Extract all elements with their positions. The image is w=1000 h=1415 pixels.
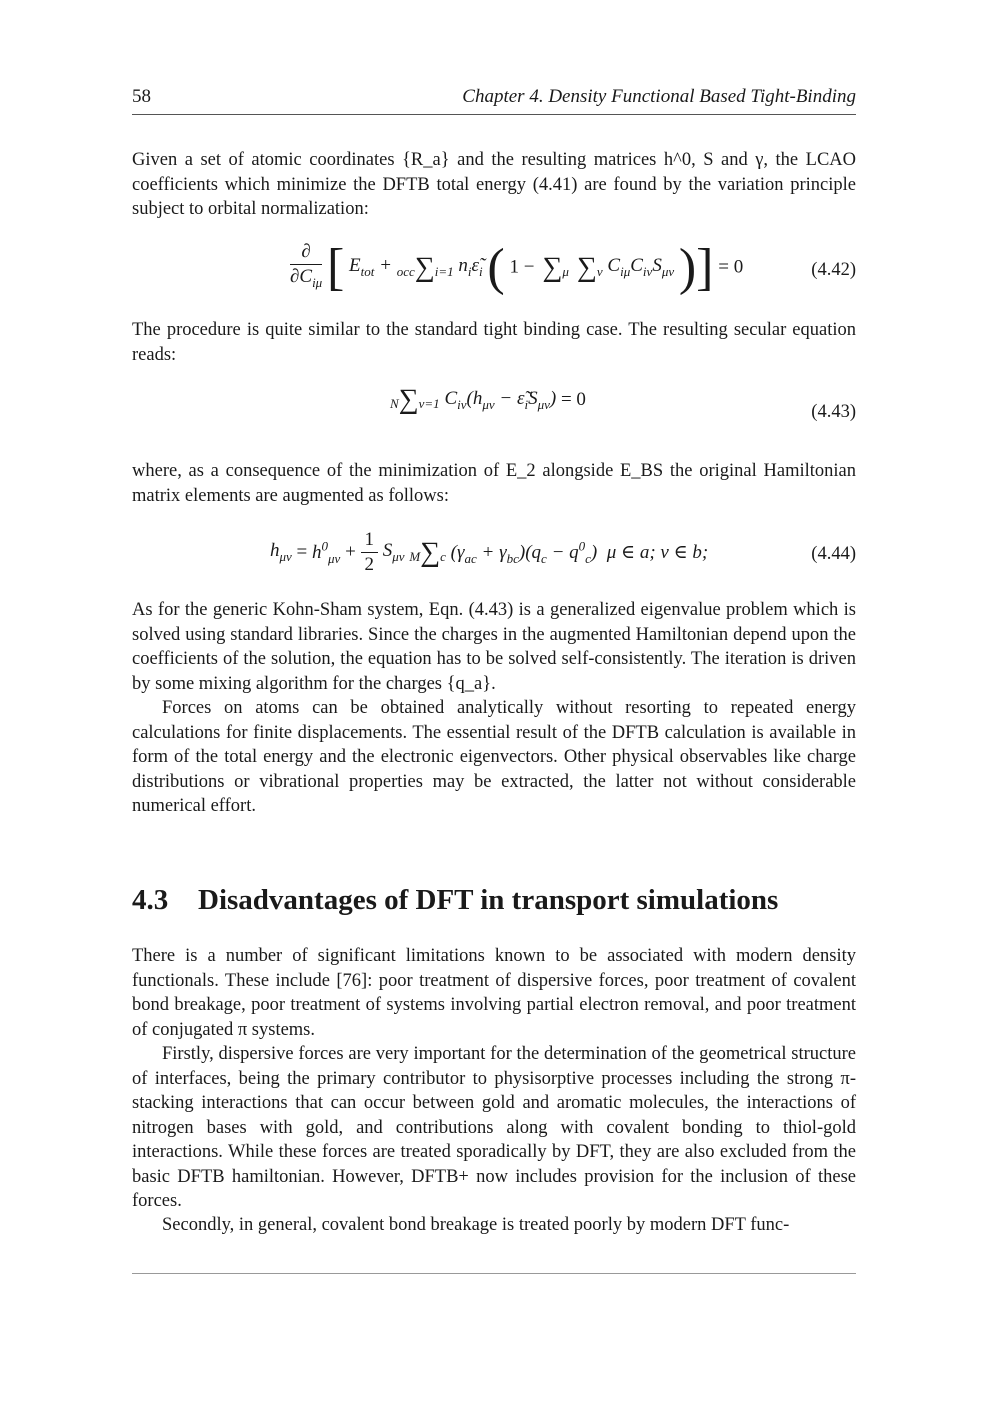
paragraph-kohn-sham: As for the generic Kohn-Sham system, Eqn. (4.43) is a generalized eigenvalue problem which is solved using standard libraries. Since the charges in the augmented Hamiltonian depend upon the coefficients of the solution, the equation has to be solved self-consistently. The iteration is driven by some mixing algorithm for the charges {q_a}. (132, 600, 856, 694)
footer-divider (132, 1273, 856, 1274)
page (132, 0, 856, 1415)
page-number: 58 (132, 86, 151, 107)
paragraph-limitations: There is a number of significant limitations known to be associated with modern density functionals. These include [76]: poor treatment of dispersive forces, poor treatment of covalent bond breakage, poor treatment of systems involving partial electron removal, and poor treatment of conjugated π systems. (132, 946, 856, 1040)
equation-number: (4.42) (811, 260, 856, 280)
paragraph-intro: Given a set of atomic coordinates {R_a} and the resulting matrices h^0, S and γ, the LCAO coefficients which minimize the DFTB total energy (4.41) are found by the variation principle subject to orbital normalization: (132, 150, 856, 219)
equation-4-44: $h_{\mu\nu} = h^0_{\mu\nu}$ + $\frac{1}{2}$ $S_{\mu\nu}$ M∑c $(\gamma_{ac} + \gamma_{bc})(q_c - q^0_c)$ μ ∈ a; ν ∈ b; (4.44) (270, 529, 856, 575)
equation-number: (4.44) (811, 544, 856, 564)
paragraph-minimization: where, as a consequence of the minimization of E_2 alongside E_BS the original Hamiltonian matrix elements are augmented as follows: (132, 461, 856, 506)
paragraph-dispersive: Firstly, dispersive forces are very important for the determination of the geometrical structure of interfaces, being the primary contributor to physisorptive processes including the strong π-stacking interactions that can occur between gold and aromatic molecules, the interactions of nitrogen bases with gold, and contributions along with covalent bonding to thiol-gold interactions. While these forces are treated sporadically by DFT, they are also excluded from the basic DFTB hamiltonian. However, DFTB+ now includes provision for the inclusion of these forces. (132, 1044, 856, 1211)
section-heading (132, 884, 778, 917)
equation-4-42: $\frac{\partial}{\partial C_{i\mu}}$ [ $E_{tot} + occ\sum i=1$ $n_i\varepsiloñ_i$ ( 1 − ∑μ ∑ν $C_{i\mu}C_{i\nu}S_{\mu\nu}$ )] = 0 (4.42) (290, 239, 856, 296)
section-number: 4.3 (132, 884, 169, 916)
paragraph-bond-breakage: Secondly, in general, covalent bond breakage is treated poorly by modern DFT func- (162, 1215, 790, 1235)
running-header (132, 86, 856, 115)
equation-4-43: N∑ν=1 $C_{i\nu}(h_{\mu\nu}$ − $\varepsiloñ_iS_{\mu\nu}) = 0$ (4.43) (390, 384, 856, 422)
paragraph-forces: Forces on atoms can be obtained analytically without resorting to repeated energy calculations for finite displacements. The essential result of the DFTB calculation is available in form of the total energy and the electronic eigenvectors. Other physical observables like charge distributions or vibrational properties may be extracted, the latter not without considerable numerical effort. (132, 698, 856, 816)
chapter-title: Chapter 4. Density Functional Based Tight-Binding (462, 86, 856, 107)
paragraph-procedure: The procedure is quite similar to the standard tight binding case. The resulting secular equation reads: (132, 320, 856, 365)
section-title: Disadvantages of DFT in transport simulations (198, 884, 779, 916)
equation-number: (4.43) (811, 402, 856, 422)
